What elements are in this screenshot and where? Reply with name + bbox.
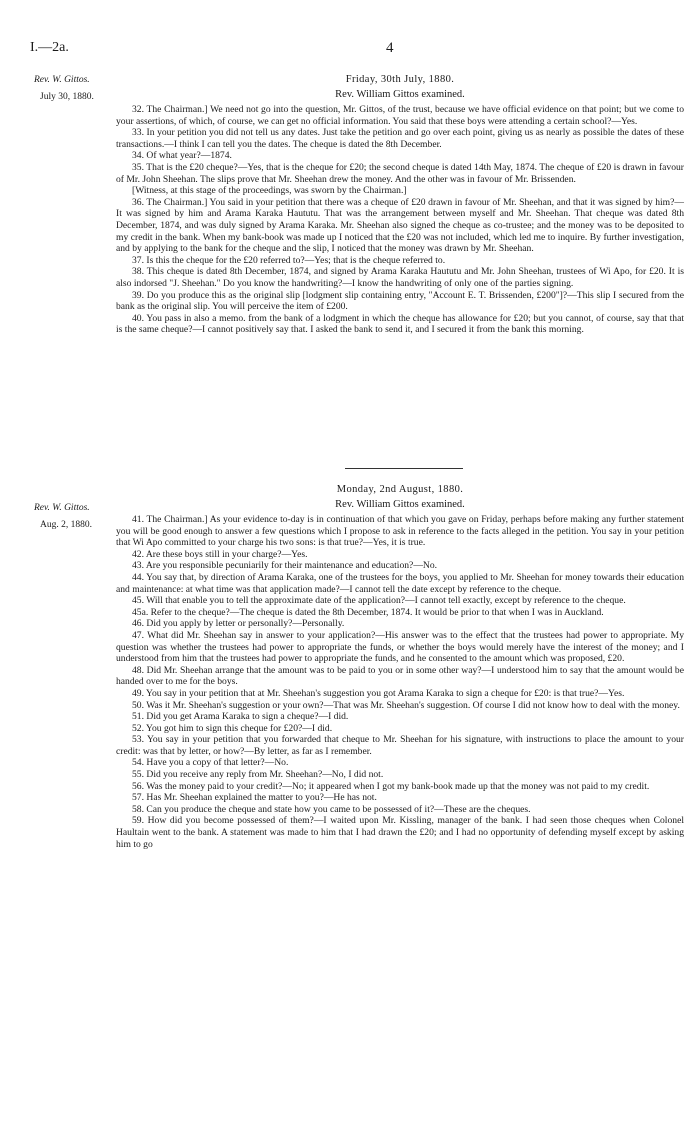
paragraph: 57. Has Mr. Sheehan explained the matter to you?—He has not.	[132, 792, 377, 804]
paragraph: 55. Did you receive any reply from Mr. Sheehan?—No, I did not.	[132, 769, 384, 781]
document-reference: I.—2a.	[30, 40, 69, 55]
margin-witness: Rev. W. Gittos.	[34, 75, 90, 85]
paragraph: 56. Was the money paid to your credit?—No; it appeared when I got my bank-book made up that the money was not paid to my credit.	[132, 780, 650, 792]
paragraph: 49. You say in your petition that at Mr. Sheehan's suggestion you got Arama Karaka to sign a cheque for £20: is that true?—Yes.	[132, 687, 625, 699]
examined-heading: Rev. William Gittos examined.	[335, 89, 465, 100]
paragraph: 40. You pass in also a memo. from the bank of a lodgment in which the cheque has allowance for £20; but you cannot, of course, say that that is the same cheque?—I cannot positively say that. I asked the bank to send it, and I secured it from the bank this morning.	[116, 312, 684, 336]
section-body	[116, 514, 684, 850]
paragraph: 36. The Chairman.] You said in your petition that there was a cheque of £20 drawn in favour of Mr. Sheehan, and that it was signed by him?—It was signed by him and Arama Karaka Haututu. That was the arrangement between myself and Mr. Sheehan. That cheque was dated 8th December, 1874, and was duly signed by Arama Karaka. Mr. Sheehan also signed the cheque as co-trustee; and the money was to be deposited to my credit in the bank. When my bank-book was made up I noticed that the £20 was not included, which led me to inquire. By further investigation, and by applying to the bank for the cheque and the slip, I noticed that the money was drawn by Mr. Sheehan.	[116, 196, 684, 255]
paragraph: 53. You say in your petition that you forwarded that cheque to Mr. Sheehan for his signature, with instructions to place the amount to your credit: was that by letter, or how?—By letter, as far as I remember.	[116, 734, 684, 757]
paragraph: 59. How did you become possessed of them?—I waited upon Mr. Kissling, manager of the bank. I had seen those cheques when Colonel Haultain went to the bank. A statement was made to him that I had drawn the £20; and I had no opportunity of defending myself except by asking him to go	[116, 815, 684, 850]
paragraph: 54. Have you a copy of that letter?—No.	[132, 757, 289, 769]
day-heading: Monday, 2nd August, 1880.	[336, 484, 464, 495]
paragraph: 34. Of what year?—1874.	[132, 150, 232, 162]
margin-date: July 30, 1880.	[40, 92, 94, 102]
paragraph: 45. Will that enable you to tell the approximate date of the application?—I cannot tell exactly, except by reference to the cheque.	[132, 595, 626, 607]
paragraph: 45a. Refer to the cheque?—The cheque is dated the 8th December, 1874. It would be prior to that when I was in Auckland.	[132, 606, 604, 618]
paragraph: 42. Are these boys still in your charge?—Yes.	[132, 548, 308, 560]
paragraph: 41. The Chairman.] As your evidence to-day is in continuation of that which you gave on Friday, perhaps before making any further statement you will be good enough to answer a few questions which I propose to ask in reference to the facts alleged in the petition. You say in your petition that Wi Apo committed to your charge his two sons: is that true?—Yes, it is true.	[116, 514, 684, 549]
section-body	[116, 104, 684, 336]
paragraph: 38. This cheque is dated 8th December, 1874, and signed by Arama Karaka Haututu and Mr. John Sheehan, trustees of Wi Apo, for £20. It is also indorsed "J. Sheehan." Do you know the handwriting?—I know the handwriting of only one of the parties signing.	[116, 266, 684, 289]
paragraph: 58. Can you produce the cheque and state how you came to be possessed of it?—These are the cheques.	[132, 803, 531, 815]
paragraph: 44. You say that, by direction of Arama Karaka, one of the trustees for the boys, you applied to Mr. Sheehan for money towards their education and maintenance: at what time was that application made?—I cannot tell the date except by reference to the cheque.	[116, 571, 684, 595]
section-monday	[116, 483, 684, 850]
paragraph: 48. Did Mr. Sheehan arrange that the amount was to be paid to you or in some other way?—I understood him to say that the amount would be handed over to me for the boys.	[116, 664, 684, 688]
margin-note-1	[34, 74, 108, 104]
margin-witness: Rev. W. Gittos.	[34, 503, 90, 513]
day-heading: Friday, 30th July, 1880.	[345, 74, 455, 85]
page-header	[30, 40, 670, 60]
margin-note-2	[34, 502, 108, 532]
paragraph: 39. Do you produce this as the original slip [lodgment slip containing entry, "Account E. T. Brissenden, £200"]?—This slip I secured from the bank as the original slip. You will perceive the item of £200.	[116, 289, 684, 313]
page-number: 4	[386, 40, 394, 56]
paragraph: 37. Is this the cheque for the £20 referred to?—Yes; that is the cheque referred to.	[132, 254, 446, 266]
paragraph: 47. What did Mr. Sheehan say in answer to your application?—His answer was to the effect that the trustees had power to appropriate. My question was whether the trustees had power to appropriate the funds, or whether the boys would merely have the interest of the money; and I understood from him that the trustees had power to appropriate the funds, and he consented to the amount which was proposed, £20.	[116, 629, 684, 665]
paragraph: 32. The Chairman.] We need not go into the question, Mr. Gittos, of the trust, because we have official evidence on that point; but we come to your assertions, of which, of course, we can get no official information. You said that these boys were attending a certain school?—Yes.	[116, 104, 684, 127]
examined-heading: Rev. William Gittos examined.	[335, 499, 465, 510]
paragraph: 50. Was it Mr. Sheehan's suggestion or your own?—That was Mr. Sheehan's suggestion. Of course I did not know how to deal with the money.	[132, 699, 680, 711]
paragraph: 46. Did you apply by letter or personally?—Personally.	[132, 618, 345, 630]
paragraph: 51. Did you get Arama Karaka to sign a cheque?—I did.	[132, 711, 349, 723]
paragraph: 35. That is the £20 cheque?—Yes, that is the cheque for £20; the second cheque is dated 14th May, 1874. The cheque of £20 is drawn in favour of Mr. John Sheehan. The slips prove that Mr. Sheehan drew the money. And the other was in favour of Mr. Brissenden.	[116, 161, 684, 185]
paragraph: 52. You got him to sign this cheque for £20?—I did.	[132, 722, 333, 734]
paragraph: 33. In your petition you did not tell us any dates. Just take the petition and go over each point, giving us as nearly as possible the dates of these transactions.—I think I can tell you the dates. The cheque is dated the 8th December.	[116, 127, 684, 150]
paragraph: 43. Are you responsible pecuniarily for their maintenance and education?—No.	[132, 560, 438, 572]
margin-date: Aug. 2, 1880.	[40, 520, 92, 530]
section-friday	[116, 73, 684, 336]
section-divider	[345, 468, 463, 469]
paragraph-note: [Witness, at this stage of the proceedings, was sworn by the Chairman.]	[132, 185, 407, 197]
